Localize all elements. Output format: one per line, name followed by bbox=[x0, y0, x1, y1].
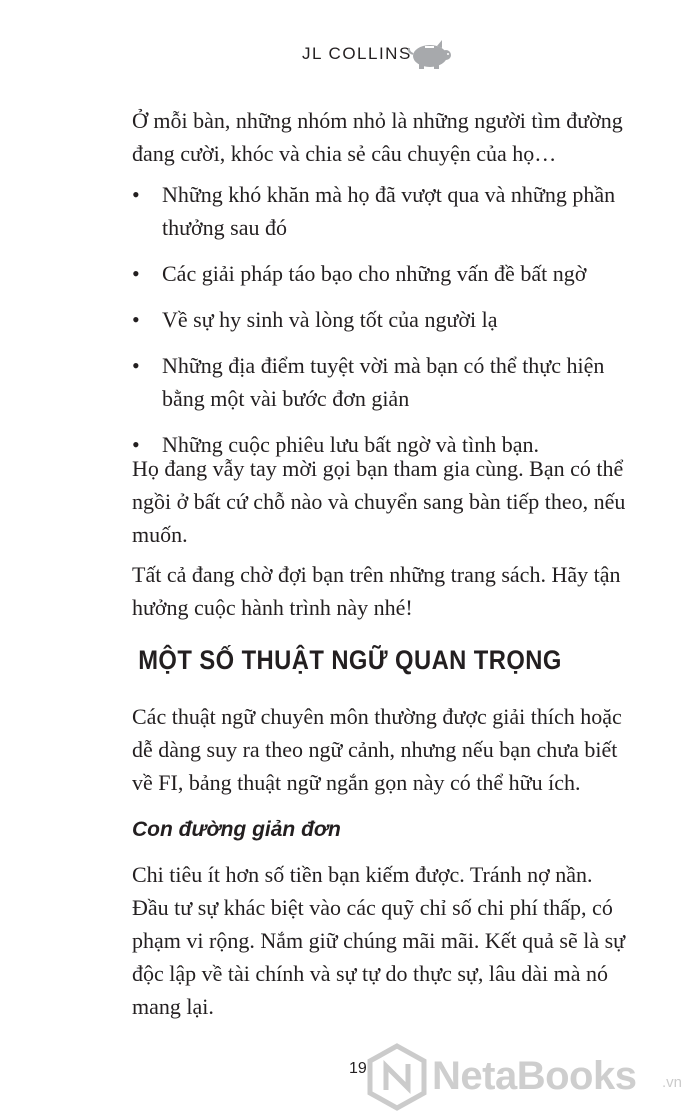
running-header bbox=[0, 36, 700, 76]
bullet-glyph: • bbox=[132, 182, 140, 207]
watermark-suffix: .vn bbox=[662, 1074, 683, 1091]
netabooks-logo-icon bbox=[366, 1042, 428, 1112]
list-item bbox=[132, 303, 642, 336]
watermark-brand: NetaBooks bbox=[432, 1054, 637, 1098]
intro-paragraph: Ở mỗi bàn, những nhóm nhỏ là những người tìm đường đang cười, khóc và chia sẻ câu chuyện của họ… bbox=[132, 108, 623, 166]
bullet-text: Các giải pháp táo bạo cho những vấn đề bất ngờ bbox=[162, 261, 587, 286]
bullet-glyph: • bbox=[132, 261, 140, 286]
bullet-list bbox=[132, 178, 642, 474]
paragraph-invitation: Họ đang vẫy tay mời gọi bạn tham gia cùng. Bạn có thể ngồi ở bất cứ chỗ nào và chuyển sang bàn tiếp theo, nếu muốn. bbox=[132, 456, 626, 547]
list-item bbox=[132, 349, 642, 415]
page-number: 19 bbox=[349, 1060, 367, 1077]
bullet-text: Những khó khăn mà họ đã vượt qua và những phần thưởng sau đó bbox=[162, 182, 616, 240]
watermark bbox=[366, 1040, 696, 1116]
bullet-glyph: • bbox=[132, 353, 140, 378]
section-heading: MỘT SỐ THUẬT NGỮ QUAN TRỌNG bbox=[138, 645, 562, 675]
paragraph-closing: Tất cả đang chờ đợi bạn trên những trang sách. Hãy tận hưởng cuộc hành trình này nhé! bbox=[132, 562, 621, 620]
bullet-text: Về sự hy sinh và lòng tốt của người lạ bbox=[162, 307, 498, 332]
bullet-text: Những cuộc phiêu lưu bất ngờ và tình bạn. bbox=[162, 432, 540, 457]
header-author: JL COLLINS bbox=[302, 44, 412, 63]
piggy-bank-icon bbox=[404, 36, 456, 72]
paragraph-term-definition: Chi tiêu ít hơn số tiền bạn kiếm được. Tránh nợ nần. Đầu tư sự khác biệt vào các quỹ chỉ số chi phí thấp, có phạm vi rộng. Nắm giữ chúng mãi mãi. Kết quả sẽ là sự độc lập về tài chính và sự tự do thực sự, lâu dài mà nó mang lại. bbox=[132, 862, 626, 1019]
bullet-glyph: • bbox=[132, 432, 140, 457]
paragraph-terms-intro: Các thuật ngữ chuyên môn thường được giải thích hoặc dễ dàng suy ra theo ngữ cảnh, nhưng nếu bạn chưa biết về FI, bảng thuật ngữ ngắn gọn này có thể hữu ích. bbox=[132, 704, 622, 795]
bullet-text: Những địa điểm tuyệt vời mà bạn có thể thực hiện bằng một vài bước đơn giản bbox=[162, 353, 605, 411]
list-item bbox=[132, 257, 642, 290]
list-item bbox=[132, 178, 642, 244]
bullet-glyph: • bbox=[132, 307, 140, 332]
term-subheading: Con đường giản đơn bbox=[132, 818, 341, 841]
